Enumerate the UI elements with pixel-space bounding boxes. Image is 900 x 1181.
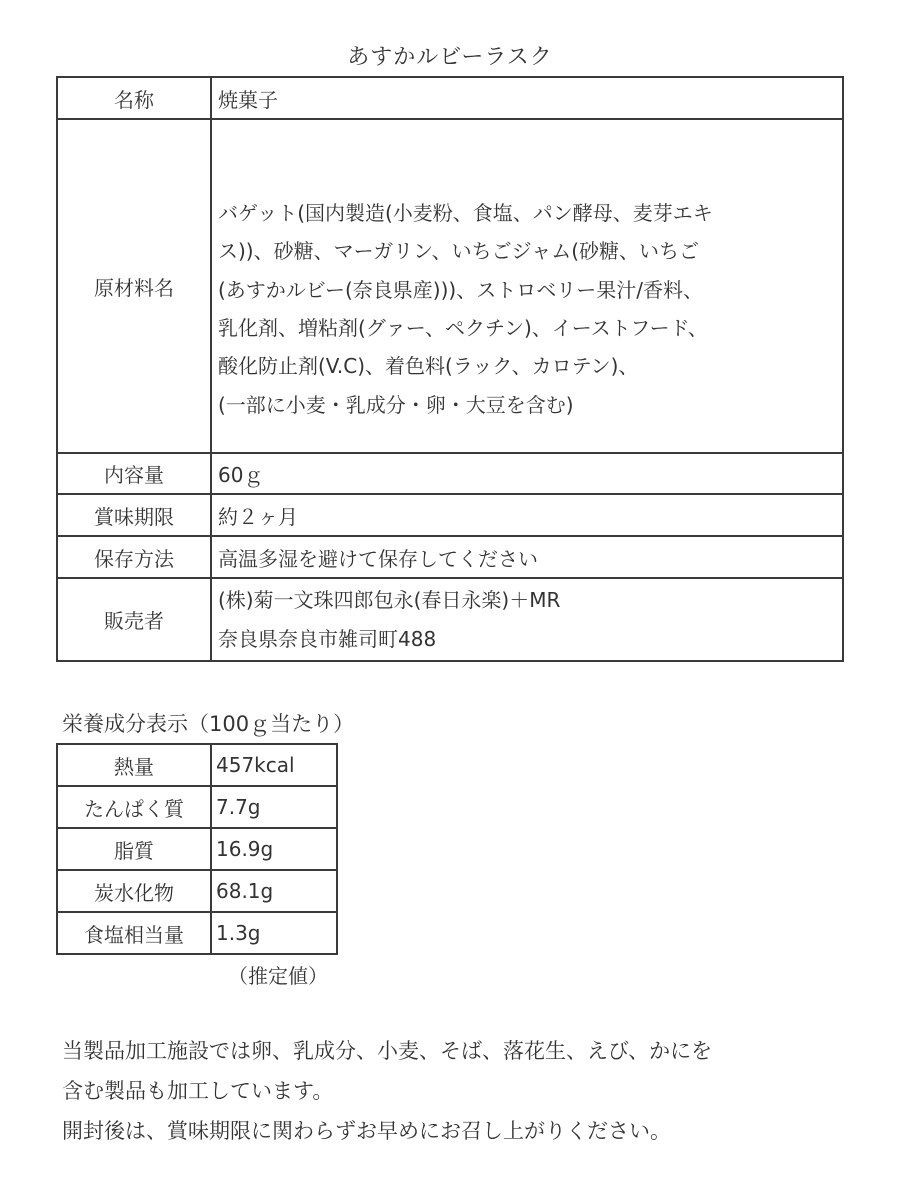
expiry-header: 賞味期限	[57, 494, 211, 536]
note-line: 開封後は、賞味期限に関わらずお早めにお召し上がりください。	[62, 1119, 671, 1143]
nutrition-label: 熱量	[57, 744, 211, 786]
notes-block	[62, 1031, 712, 1151]
nutrition-value: 7.7g	[211, 786, 337, 828]
note-line: 当製品加工施設では卵、乳成分、小麦、そば、落花生、えび、かにを	[62, 1039, 713, 1063]
table-row	[57, 536, 843, 578]
name-value: 焼菓子	[211, 77, 843, 119]
name-header: 名称	[57, 77, 211, 119]
ingredients-line: バゲット(国内製造(小麦粉、食塩、パン酵母、麦芽エキ	[218, 201, 713, 226]
ingredients-line: 乳化剤、増粘剤(グァー、ペクチン)、イーストフード、	[218, 316, 708, 340]
nutrition-table	[56, 743, 338, 955]
ingredients-line: ス))、砂糖、マーガリン、いちごジャム(砂糖、いちご	[218, 239, 700, 264]
nutrition-value: 16.9g	[211, 828, 337, 870]
seller-line: (株)菊一文珠四郎包永(春日永楽)＋MR	[218, 588, 561, 613]
nutrition-label: 食塩相当量	[57, 912, 211, 954]
table-row	[57, 578, 843, 661]
seller-header: 販売者	[57, 578, 211, 661]
product-title: あすかルビーラスク	[347, 45, 553, 70]
nutrition-label: 脂質	[57, 828, 211, 870]
table-row	[57, 786, 337, 828]
nutrition-value: 457kcal	[211, 744, 337, 786]
table-row	[57, 77, 843, 119]
ingredients-line: (あすかルビー(奈良県産)))、ストロベリー果汁/香料、	[218, 277, 703, 302]
storage-header: 保存方法	[57, 536, 211, 578]
table-row	[57, 912, 337, 954]
seller-line: 奈良県奈良市雑司町488	[218, 626, 437, 651]
note-line: 含む製品も加工しています。	[62, 1079, 334, 1103]
nutrition-caption: 栄養成分表示（100ｇ当たり）	[62, 712, 355, 736]
ingredients-line: 酸化防止剤(V.C)、着色料(ラック、カロテン)、	[218, 354, 639, 379]
table-row	[57, 744, 337, 786]
seller-value	[211, 578, 843, 661]
nutrition-label: 炭水化物	[57, 870, 211, 912]
nutrition-value: 1.3g	[211, 912, 337, 954]
table-row	[57, 119, 843, 453]
ingredients-line: (一部に小麦・乳成分・卵・大豆を含む)	[218, 392, 574, 417]
table-row	[57, 494, 843, 536]
expiry-value: 約２ヶ月	[211, 494, 843, 536]
table-row	[57, 453, 843, 494]
content-value: 60ｇ	[211, 453, 843, 494]
nutrition-value: 68.1g	[211, 870, 337, 912]
table-row	[57, 870, 337, 912]
ingredients-value	[211, 119, 843, 453]
ingredients-header: 原材料名	[57, 119, 211, 453]
nutrition-label: たんぱく質	[57, 786, 211, 828]
content-header: 内容量	[57, 453, 211, 494]
storage-value: 高温多湿を避けて保存してください	[211, 536, 843, 578]
table-row	[57, 828, 337, 870]
product-label-table	[56, 76, 844, 662]
estimate-note: （推定値）	[228, 964, 328, 988]
